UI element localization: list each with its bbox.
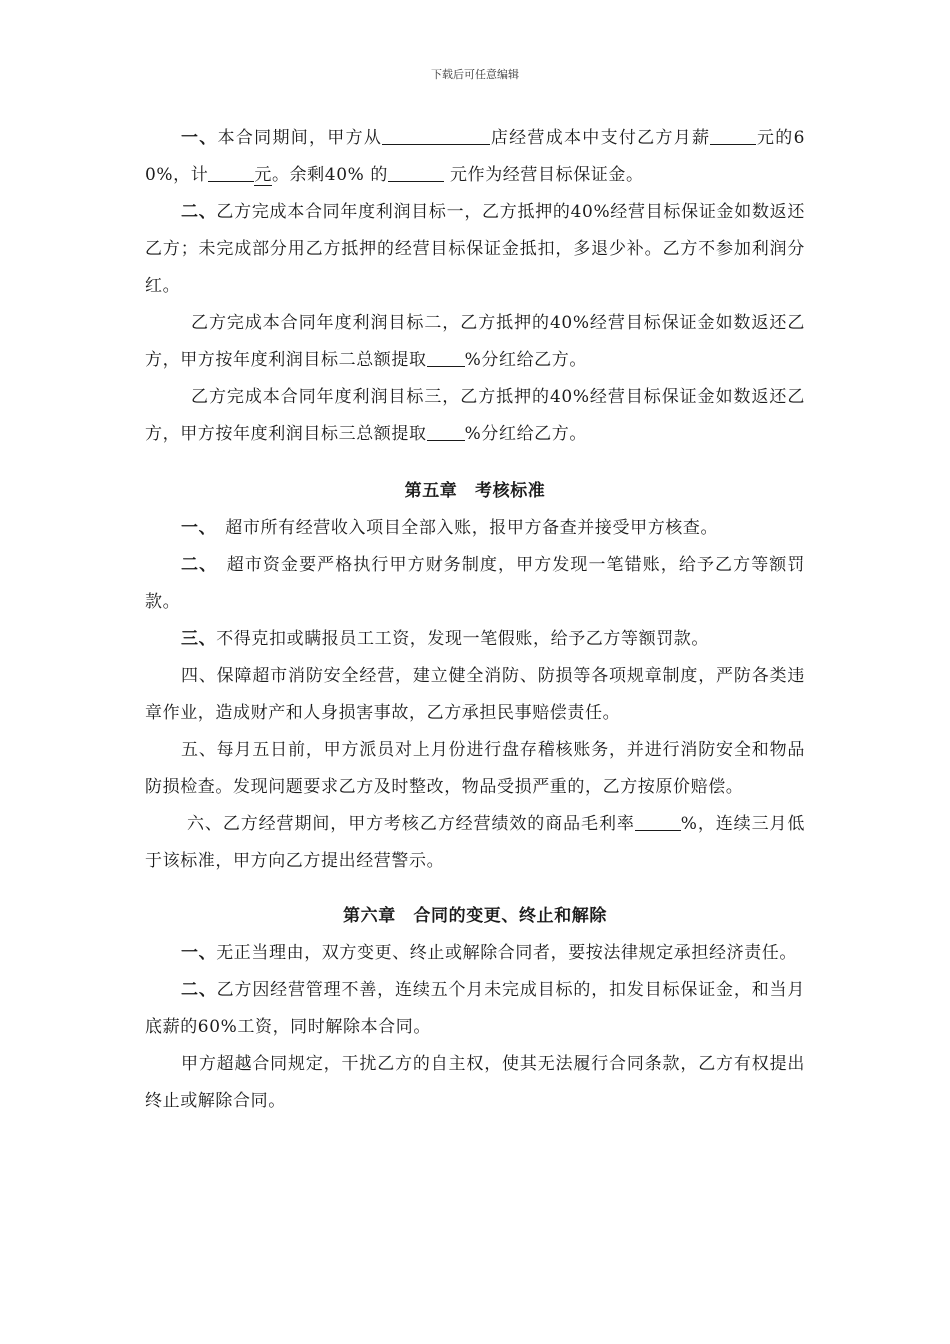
section5-paragraph-2	[145, 547, 805, 621]
section6-paragraph-1	[145, 935, 805, 972]
section4-paragraph-4	[145, 379, 805, 453]
section5-paragraph-5: 五、每月五日前，甲方派员对上月份进行盘存稽核账务，并进行消防安全和物品防损检查。发现问题要求乙方及时整改，物品受损严重的，乙方按原价赔偿。	[145, 740, 805, 797]
clause-text: %分红给乙方。	[464, 350, 587, 370]
clause-number: 二、	[181, 202, 217, 222]
clause-text: 超市所有经营收入项目全部入账，报甲方备查并接受甲方核查。	[207, 518, 719, 538]
section5-paragraph-1	[145, 510, 805, 547]
section6-paragraph-3: 甲方超越合同规定，干扰乙方的自主权，使其无法履行合同条款，乙方有权提出终止或解除合同。	[145, 1054, 805, 1111]
spacer	[145, 453, 805, 473]
section5-paragraph-6	[145, 806, 805, 880]
clause-number: 一、	[181, 518, 208, 538]
blank-line	[208, 164, 254, 182]
blank-line	[382, 127, 490, 145]
section4-paragraph-1	[145, 120, 805, 194]
clause-text: 乙方完成本合同年度利润目标三，乙方抵押的40%经营目标保证金如数返还乙方，甲方按年度利润目标三总额提取	[145, 387, 805, 444]
page-header: 下载后可任意编辑	[431, 68, 519, 81]
clause-text: 。余剩40% 的	[271, 165, 388, 185]
clause-number: 二、	[181, 980, 217, 1000]
blank-line	[388, 164, 444, 182]
chapter-6-title: 第六章 合同的变更、终止和解除	[343, 906, 607, 926]
blank-line	[635, 813, 681, 831]
clause-number: 二、	[181, 555, 209, 575]
clause-text: 超市资金要严格执行甲方财务制度，甲方发现一笔错账，给予乙方等额罚款。	[145, 555, 805, 612]
clause-text: 乙方完成本合同年度利润目标一，乙方抵押的40%经营目标保证金如数返还乙方；未完成部分用乙方抵押的经营目标保证金抵扣，多退少补。乙方不参加利润分红。	[145, 202, 805, 296]
clause-text: 元的60%，计	[145, 128, 805, 185]
clause-text: 元作为经营目标保证金。	[443, 165, 644, 185]
clause-text: 本合同期间，甲方从	[217, 128, 383, 148]
section4-paragraph-3	[145, 305, 805, 379]
section6-paragraph-2	[145, 972, 805, 1046]
clause-text: 元	[254, 165, 272, 185]
clause-text: 无正当理由，双方变更、终止或解除合同者，要按法律规定承担经济责任。	[216, 943, 798, 963]
clause-text: 乙方因经营管理不善，连续五个月未完成目标的，扣发目标保证金，和当月底薪的60%工资，同时解除本合同。	[145, 980, 805, 1037]
blank-line	[427, 423, 465, 441]
clause-number: 三、	[181, 629, 217, 649]
section4-paragraph-2	[145, 194, 805, 305]
clause-text: 六、乙方经营期间，甲方考核乙方经营绩效的商品毛利率	[187, 814, 635, 834]
clause-text: 不得克扣或瞒报员工工资，发现一笔假账，给予乙方等额罚款。	[216, 629, 710, 649]
clause-text: %，连续三月低于该标准，甲方向乙方提出经营警示。	[145, 814, 806, 871]
clause-text: 乙方完成本合同年度利润目标二，乙方抵押的40%经营目标保证金如数返还乙方，甲方按年度利润目标二总额提取	[145, 313, 805, 370]
spacer	[145, 880, 805, 898]
clause-text: %分红给乙方。	[464, 424, 587, 444]
document-body	[145, 120, 805, 1120]
section5-paragraph-4: 四、保障超市消防安全经营，建立健全消防、防损等各项规章制度，严防各类违章作业，造成财产和人身损害事故，乙方承担民事赔偿责任。	[145, 666, 805, 723]
section5-paragraph-3	[145, 621, 805, 658]
blank-line	[710, 127, 756, 145]
clause-text: 店经营成本中支付乙方月薪	[490, 128, 711, 148]
clause-number: 一、	[181, 943, 217, 963]
clause-number: 一、	[181, 128, 218, 148]
blank-line	[427, 349, 465, 367]
chapter-5-title: 第五章 考核标准	[404, 481, 546, 501]
